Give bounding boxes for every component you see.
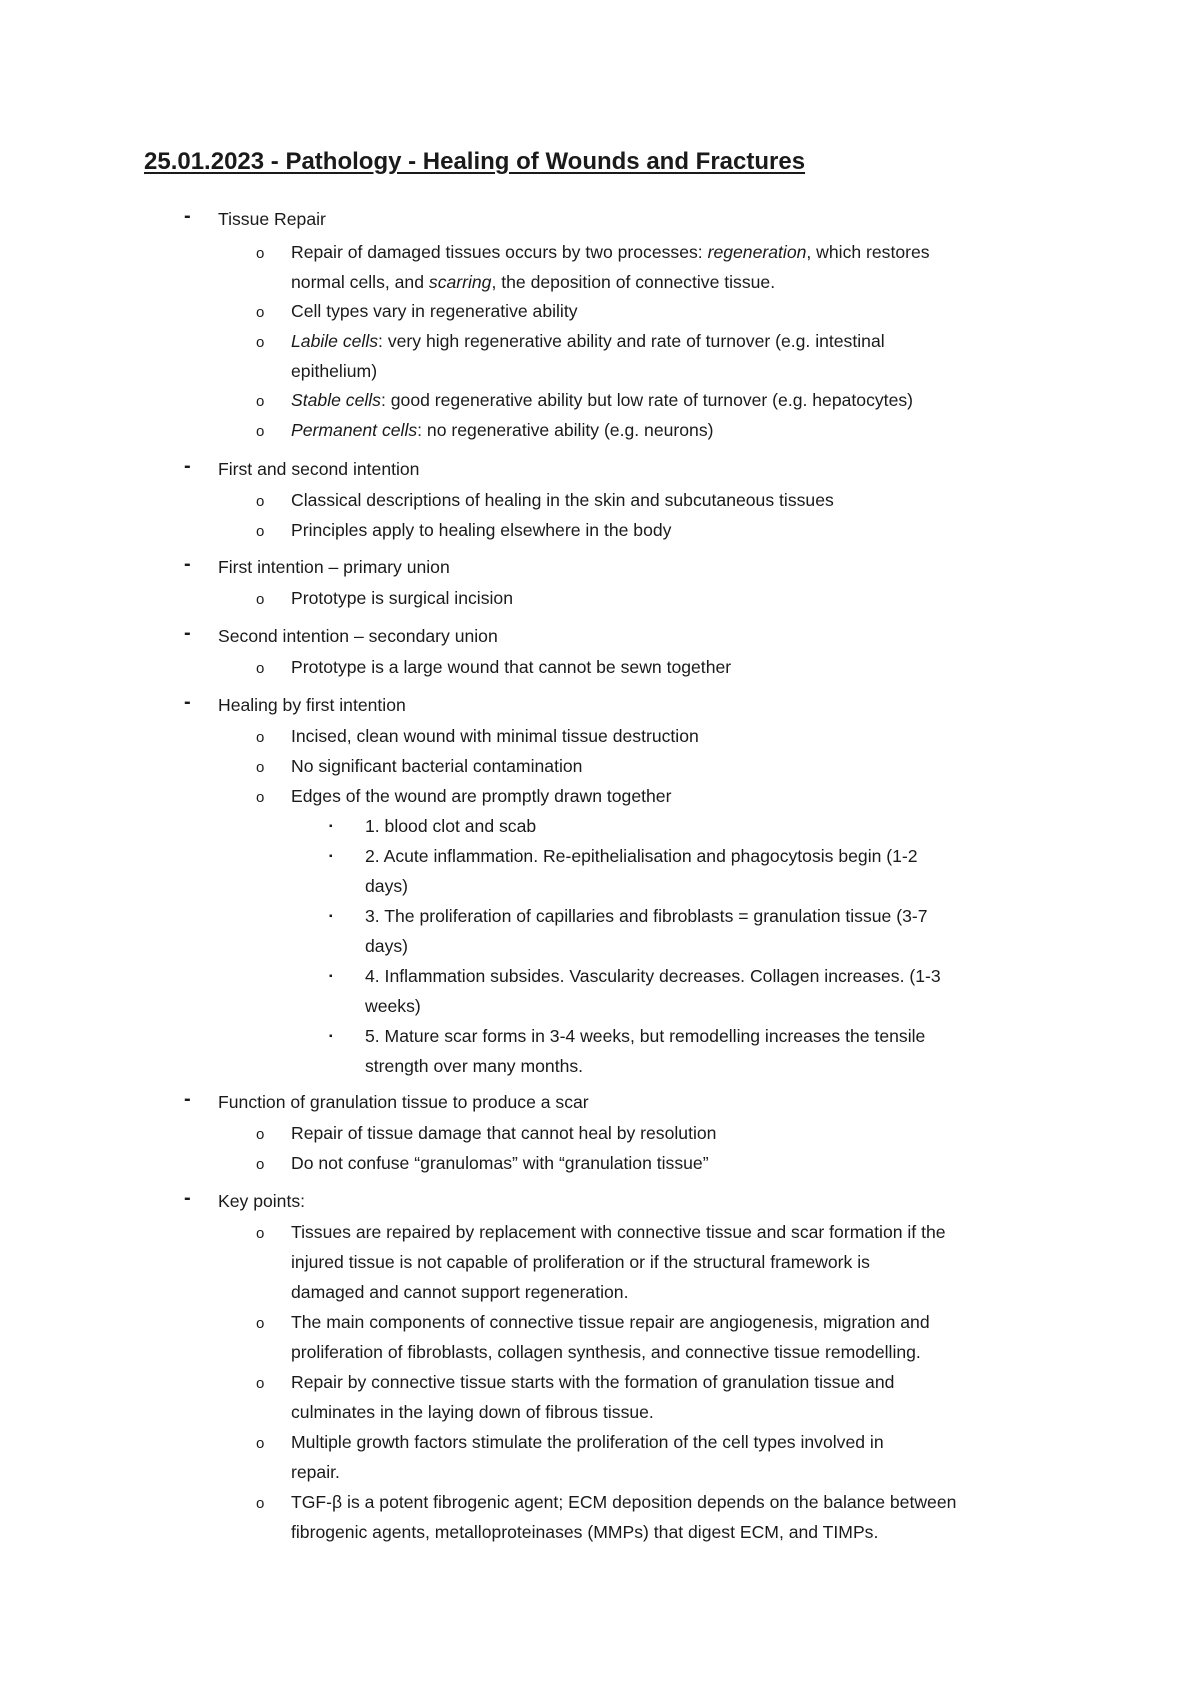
list-item-continuation: repair. bbox=[291, 1462, 340, 1482]
list-item: Repair by connective tissue starts with the formation of granulation tissue and bbox=[291, 1372, 895, 1392]
circle-bullet: o bbox=[256, 1315, 265, 1332]
dash-bullet: - bbox=[184, 455, 191, 477]
heading-first-intention: First intention – primary union bbox=[218, 557, 450, 577]
list-subitem-continuation: days) bbox=[365, 936, 409, 956]
circle-bullet: o bbox=[256, 759, 265, 776]
circle-bullet: o bbox=[256, 1495, 265, 1512]
circle-bullet: o bbox=[256, 304, 265, 321]
list-item-continuation: damaged and cannot support regeneration. bbox=[291, 1282, 629, 1302]
circle-bullet: o bbox=[256, 591, 265, 608]
circle-bullet: o bbox=[256, 523, 265, 540]
list-item: Prototype is surgical incision bbox=[291, 588, 513, 608]
list-item: Edges of the wound are promptly drawn together bbox=[291, 786, 672, 806]
page-title: 25.01.2023 - Pathology - Healing of Wounds and Fractures bbox=[144, 148, 806, 175]
list-item: Permanent cells: no regenerative ability (e.g. neurons) bbox=[291, 420, 714, 440]
square-bullet: ▪ bbox=[329, 971, 333, 982]
list-item: Labile cells: very high regenerative ability and rate of turnover (e.g. intestinal bbox=[291, 331, 885, 351]
list-item-continuation: normal cells, and scarring, the deposition of connective tissue. bbox=[291, 272, 776, 292]
list-subitem-continuation: weeks) bbox=[365, 996, 421, 1016]
list-item: Repair of damaged tissues occurs by two processes: regeneration, which restores bbox=[291, 242, 930, 262]
circle-bullet: o bbox=[256, 789, 265, 806]
list-item-continuation: injured tissue is not capable of proliferation or if the structural framework is bbox=[291, 1252, 870, 1272]
square-bullet: ▪ bbox=[329, 821, 333, 832]
dash-bullet: - bbox=[184, 1088, 191, 1110]
heading-first-second-intention: First and second intention bbox=[218, 459, 420, 479]
circle-bullet: o bbox=[256, 393, 265, 410]
circle-bullet: o bbox=[256, 423, 265, 440]
square-bullet: ▪ bbox=[329, 1031, 333, 1042]
circle-bullet: o bbox=[256, 1225, 265, 1242]
list-item: Do not confuse “granulomas” with “granulation tissue” bbox=[291, 1153, 709, 1173]
list-item: Tissues are repaired by replacement with connective tissue and scar formation if the bbox=[291, 1222, 946, 1242]
list-subitem: 2. Acute inflammation. Re-epithelialisation and phagocytosis begin (1-2 bbox=[365, 846, 918, 866]
circle-bullet: o bbox=[256, 1126, 265, 1143]
list-item: Stable cells: good regenerative ability but low rate of turnover (e.g. hepatocytes) bbox=[291, 390, 914, 410]
list-subitem-continuation: strength over many months. bbox=[365, 1056, 584, 1076]
list-item: Multiple growth factors stimulate the proliferation of the cell types involved in bbox=[291, 1432, 884, 1452]
list-item: TGF-β is a potent fibrogenic agent; ECM deposition depends on the balance between bbox=[291, 1492, 957, 1512]
list-item-continuation: fibrogenic agents, metalloproteinases (MMPs) that digest ECM, and TIMPs. bbox=[291, 1522, 879, 1542]
circle-bullet: o bbox=[256, 1156, 265, 1173]
dash-bullet: - bbox=[184, 1187, 191, 1209]
circle-bullet: o bbox=[256, 660, 265, 677]
heading-tissue-repair: Tissue Repair bbox=[218, 209, 326, 229]
heading-second-intention: Second intention – secondary union bbox=[218, 626, 498, 646]
list-item: Classical descriptions of healing in the skin and subcutaneous tissues bbox=[291, 490, 834, 510]
list-subitem: 3. The proliferation of capillaries and fibroblasts = granulation tissue (3-7 bbox=[365, 906, 928, 926]
list-subitem-continuation: days) bbox=[365, 876, 409, 896]
dash-bullet: - bbox=[184, 553, 191, 575]
circle-bullet: o bbox=[256, 493, 265, 510]
dash-bullet: - bbox=[184, 205, 191, 227]
list-item: Cell types vary in regenerative ability bbox=[291, 301, 578, 321]
list-item: Prototype is a large wound that cannot be sewn together bbox=[291, 657, 732, 677]
circle-bullet: o bbox=[256, 1435, 265, 1452]
list-subitem: 1. blood clot and scab bbox=[365, 816, 537, 836]
list-item: Repair of tissue damage that cannot heal by resolution bbox=[291, 1123, 717, 1143]
list-item-continuation: epithelium) bbox=[291, 361, 378, 381]
dash-bullet: - bbox=[184, 691, 191, 713]
list-item: No significant bacterial contamination bbox=[291, 756, 583, 776]
list-item-continuation: proliferation of fibroblasts, collagen synthesis, and connective tissue remodelling. bbox=[291, 1342, 921, 1362]
heading-healing-first-intention: Healing by first intention bbox=[218, 695, 406, 715]
square-bullet: ▪ bbox=[329, 851, 333, 862]
circle-bullet: o bbox=[256, 334, 265, 351]
list-item: Principles apply to healing elsewhere in the body bbox=[291, 520, 672, 540]
list-item-continuation: culminates in the laying down of fibrous tissue. bbox=[291, 1402, 654, 1422]
circle-bullet: o bbox=[256, 245, 265, 262]
list-subitem: 4. Inflammation subsides. Vascularity decreases. Collagen increases. (1-3 bbox=[365, 966, 941, 986]
heading-key-points: Key points: bbox=[218, 1191, 306, 1211]
circle-bullet: o bbox=[256, 1375, 265, 1392]
dash-bullet: - bbox=[184, 622, 191, 644]
list-item: Incised, clean wound with minimal tissue destruction bbox=[291, 726, 699, 746]
list-item: The main components of connective tissue repair are angiogenesis, migration and bbox=[291, 1312, 930, 1332]
square-bullet: ▪ bbox=[329, 911, 333, 922]
circle-bullet: o bbox=[256, 729, 265, 746]
heading-granulation-tissue: Function of granulation tissue to produce a scar bbox=[218, 1092, 589, 1112]
list-subitem: 5. Mature scar forms in 3-4 weeks, but remodelling increases the tensile bbox=[365, 1026, 926, 1046]
